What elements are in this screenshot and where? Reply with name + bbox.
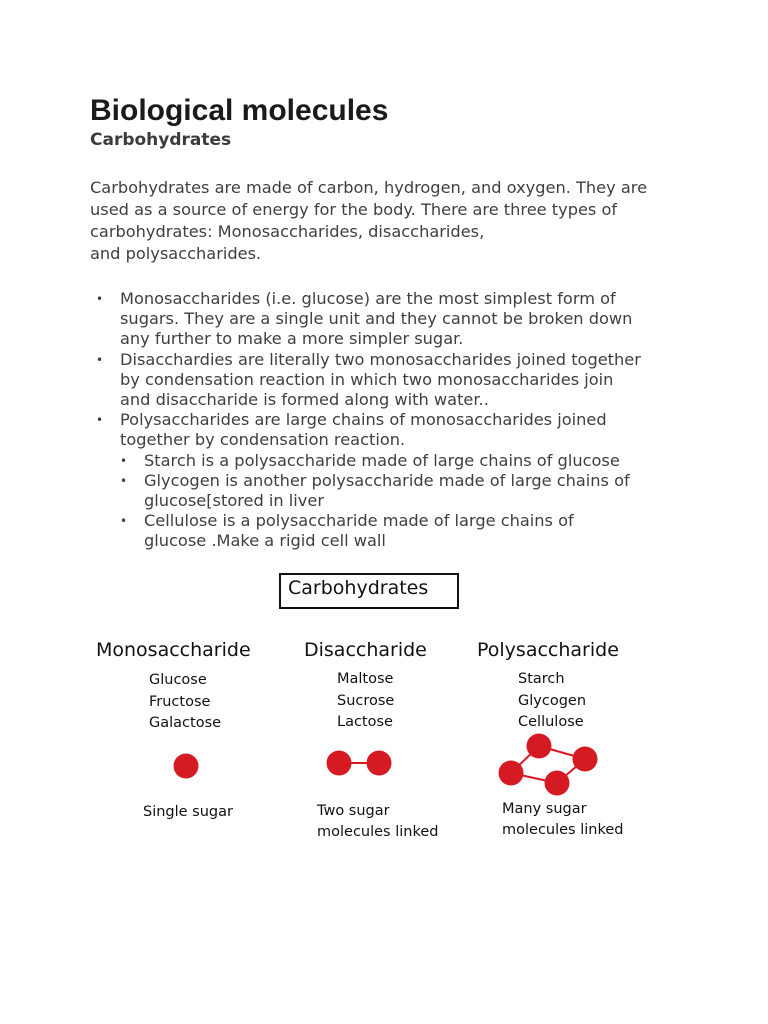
intro-line: used as a source of energy for the body. There are three types of [90,200,618,219]
list-item-line: • Cellulose is a polysaccharide made of large chains of [144,511,574,531]
polysaccharide-molecule-2 [573,747,598,772]
list-item-line: and disaccharide is formed along with water.. [120,390,489,410]
example-label: Fructose [149,693,211,710]
list-item-line: • Polysaccharides are large chains of monosaccharides joined [120,410,607,430]
sub-list-item-starch [144,451,720,471]
polysaccharide-caption [502,799,623,841]
sub-list-item-cellulose [144,511,720,551]
list-item-line: • Monosaccharides (i.e. glucose) are the most simplest form of [120,289,616,308]
page-title: Biological molecules [90,94,389,127]
diagram-title-label: Carbohydrates [288,577,429,599]
carbohydrate-types-diagram [0,560,768,860]
list-item-line: • Starch is a polysaccharide made of large chains of glucose [144,450,620,470]
intro-line: Carbohydrates are made of carbon, hydrogen, and oxygen. They are [90,178,648,197]
monosaccharide-caption [143,802,233,823]
polysaccharide-molecule-3 [545,771,570,796]
polysaccharide-heading: Polysaccharide [477,639,619,661]
list-item-line: glucose[stored in liver [144,491,324,511]
example-label: Maltose [337,671,394,687]
list-item-line: together by condensation reaction. [120,430,406,450]
caption-line: Two sugar [317,803,390,819]
disaccharide-molecule-2 [367,751,392,776]
section-subtitle: Carbohydrates [90,130,232,150]
example-label: Starch [518,671,565,687]
list-item-line: sugars. They are a single unit and they cannot be broken down [120,309,633,329]
list-item-disaccharides [120,350,720,411]
single-sugar-molecule [174,754,199,779]
intro-paragraph [90,177,690,265]
polysaccharide-molecule-1 [527,734,552,759]
caption-line: Many sugar [502,801,587,817]
list-item-line: any further to make a more simpler sugar. [120,329,464,349]
list-item-monosaccharides [120,289,720,350]
caption-line: molecules linked [502,822,624,838]
intro-line: carbohydrates: Monosaccharides, disaccharides, [90,222,485,241]
polysaccharide-molecule-4 [499,761,524,786]
polysaccharide-examples-list [120,451,720,552]
intro-line: and polysaccharides. [90,244,262,263]
list-item-line: • Disacchardies are literally two monosaccharides joined together [120,349,641,369]
example-label: Lactose [337,714,393,730]
monosaccharide-heading: Monosaccharide [96,639,251,661]
caption-line: Single sugar [143,804,233,820]
disaccharide-heading: Disaccharide [304,639,427,661]
carbohydrate-types-list [120,289,720,552]
example-label: Glycogen [518,692,587,709]
example-label: Sucrose [337,692,395,709]
example-label: Cellulose [518,714,584,730]
list-item-line: by condensation reaction in which two monosaccharides join [120,369,614,389]
example-label: Glucose [149,672,207,688]
example-label: Galactose [149,715,222,731]
list-item-line: • Glycogen is another polysaccharide made of large chains of [144,470,630,490]
sub-list-item-glycogen [144,471,720,511]
list-item-polysaccharides [120,410,720,551]
disaccharide-molecule-1 [327,751,352,776]
list-item-line: glucose .Make a rigid cell wall [144,531,386,551]
disaccharide-caption [317,801,438,843]
caption-line: molecules linked [317,824,439,840]
